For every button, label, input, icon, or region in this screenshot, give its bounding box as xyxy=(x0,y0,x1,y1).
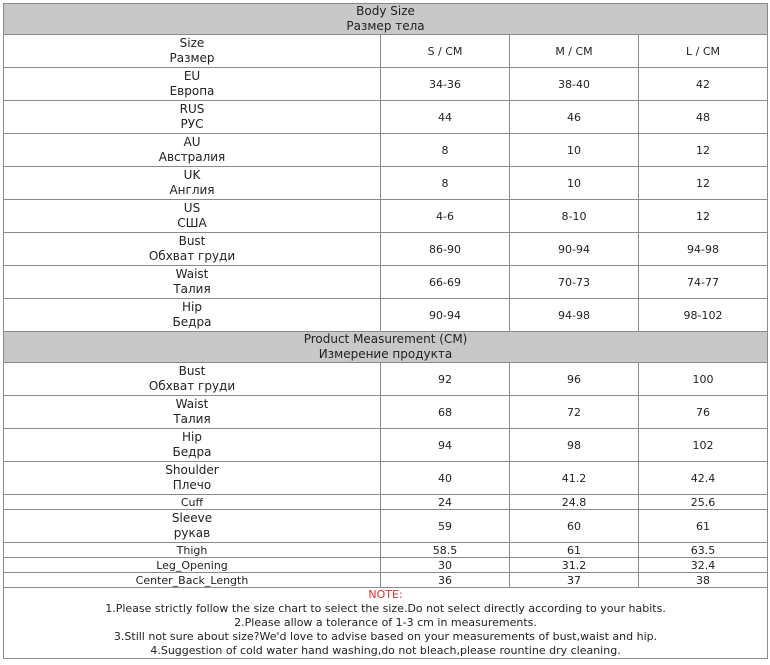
size-column-header: S / CM xyxy=(381,35,510,68)
size-value-cell: 40 xyxy=(381,462,510,495)
product-title: Product Measurement (CM) xyxy=(303,332,468,346)
row-label-line-1: США xyxy=(177,216,207,230)
size-value-cell: 61 xyxy=(639,510,768,543)
table-row xyxy=(4,558,768,573)
row-label-line-0: Cuff xyxy=(180,495,204,509)
size-value-cell: 86-90 xyxy=(381,233,510,266)
size-value-cell: 8-10 xyxy=(510,200,639,233)
row-label-line-0: Bust xyxy=(178,364,206,378)
table-row xyxy=(4,462,768,495)
table-row xyxy=(4,101,768,134)
size-value-cell: 72 xyxy=(510,396,639,429)
table-row xyxy=(4,134,768,167)
row-label-line-1: Бедра xyxy=(172,315,212,329)
size-value-cell: 30 xyxy=(381,558,510,573)
row-label-line-0: Hip xyxy=(182,300,202,314)
size-value-cell: 24.8 xyxy=(510,495,639,510)
row-label xyxy=(4,233,381,266)
size-header-label-line-1: Размер xyxy=(169,51,215,65)
row-label-line-1: Обхват груди xyxy=(148,249,236,263)
size-column-header: L / CM xyxy=(639,35,768,68)
note-row xyxy=(4,588,768,659)
size-value-cell: 94-98 xyxy=(639,233,768,266)
table-row xyxy=(4,573,768,588)
size-header-label-line-0: Size xyxy=(179,36,205,50)
size-value-cell: 102 xyxy=(639,429,768,462)
size-value-cell: 8 xyxy=(381,167,510,200)
row-label-line-0: Bust xyxy=(178,234,206,248)
size-value-cell: 25.6 xyxy=(639,495,768,510)
size-value-cell: 4-6 xyxy=(381,200,510,233)
size-value-cell: 61 xyxy=(510,543,639,558)
size-value-cell: 76 xyxy=(639,396,768,429)
row-label-line-1: Бедра xyxy=(172,445,212,459)
row-label xyxy=(4,101,381,134)
size-value-cell: 60 xyxy=(510,510,639,543)
size-value-cell: 44 xyxy=(381,101,510,134)
size-header-row xyxy=(4,35,768,68)
size-value-cell: 98-102 xyxy=(639,299,768,332)
row-label xyxy=(4,167,381,200)
table-row xyxy=(4,396,768,429)
table-row xyxy=(4,363,768,396)
size-value-cell: 31.2 xyxy=(510,558,639,573)
product-subtitle: Измерение продукта xyxy=(318,347,453,361)
size-value-cell: 42 xyxy=(639,68,768,101)
row-label-line-1: РУС xyxy=(180,117,204,131)
row-label xyxy=(4,134,381,167)
note-title: NOTE: xyxy=(368,588,403,601)
row-label xyxy=(4,510,381,543)
size-value-cell: 68 xyxy=(381,396,510,429)
size-value-cell: 10 xyxy=(510,134,639,167)
size-value-cell: 74-77 xyxy=(639,266,768,299)
row-label xyxy=(4,429,381,462)
table-row xyxy=(4,543,768,558)
body-subtitle: Размер тела xyxy=(346,19,425,33)
size-value-cell: 96 xyxy=(510,363,639,396)
size-value-cell: 63.5 xyxy=(639,543,768,558)
row-label-line-0: AU xyxy=(183,135,201,149)
size-value-cell: 48 xyxy=(639,101,768,134)
row-label xyxy=(4,573,381,588)
size-value-cell: 100 xyxy=(639,363,768,396)
size-value-cell: 8 xyxy=(381,134,510,167)
row-label-line-0: Waist xyxy=(175,267,209,281)
size-value-cell: 42.4 xyxy=(639,462,768,495)
row-label-line-0: UK xyxy=(183,168,201,182)
size-value-cell: 38 xyxy=(639,573,768,588)
row-label-line-0: RUS xyxy=(179,102,205,116)
row-label xyxy=(4,543,381,558)
note-cell xyxy=(4,588,768,659)
row-label xyxy=(4,68,381,101)
row-label-line-1: Австралия xyxy=(158,150,226,164)
row-label-line-0: Center_Back_Length xyxy=(135,573,249,587)
size-value-cell: 92 xyxy=(381,363,510,396)
size-value-cell: 59 xyxy=(381,510,510,543)
product-section-header xyxy=(4,332,768,363)
size-value-cell: 34-36 xyxy=(381,68,510,101)
table-row xyxy=(4,266,768,299)
note-line: 1.Please strictly follow the size chart to select the size.Do not select directly according to your habits. xyxy=(105,602,666,615)
row-label-line-1: Талия xyxy=(173,412,211,426)
row-label-line-0: US xyxy=(183,201,201,215)
size-value-cell: 12 xyxy=(639,200,768,233)
size-value-cell: 41.2 xyxy=(510,462,639,495)
size-value-cell: 38-40 xyxy=(510,68,639,101)
row-label-line-0: Sleeve xyxy=(171,511,213,525)
body-section-title xyxy=(4,4,768,35)
table-row xyxy=(4,233,768,266)
product-section-title xyxy=(4,332,768,363)
size-value-cell: 36 xyxy=(381,573,510,588)
size-value-cell: 12 xyxy=(639,134,768,167)
row-label xyxy=(4,462,381,495)
size-chart-table xyxy=(3,3,768,659)
size-chart-body xyxy=(4,4,768,659)
body-section-header xyxy=(4,4,768,35)
row-label-line-1: Европа xyxy=(169,84,215,98)
note-line: 3.Still not sure about size?We'd love to advise based on your measurements of bust,waist and hip. xyxy=(113,630,658,643)
size-value-cell: 94-98 xyxy=(510,299,639,332)
size-value-cell: 10 xyxy=(510,167,639,200)
size-value-cell: 24 xyxy=(381,495,510,510)
size-value-cell: 70-73 xyxy=(510,266,639,299)
row-label-line-1: Талия xyxy=(173,282,211,296)
size-header-label xyxy=(4,35,381,68)
size-value-cell: 46 xyxy=(510,101,639,134)
row-label-line-0: Hip xyxy=(182,430,202,444)
size-value-cell: 37 xyxy=(510,573,639,588)
row-label xyxy=(4,363,381,396)
size-value-cell: 94 xyxy=(381,429,510,462)
size-column-header: M / CM xyxy=(510,35,639,68)
row-label-line-1: Обхват груди xyxy=(148,379,236,393)
row-label-line-0: Waist xyxy=(175,397,209,411)
row-label-line-0: Shoulder xyxy=(165,463,219,477)
body-title: Body Size xyxy=(356,4,415,18)
table-row xyxy=(4,429,768,462)
row-label xyxy=(4,558,381,573)
row-label xyxy=(4,495,381,510)
size-value-cell: 98 xyxy=(510,429,639,462)
table-row xyxy=(4,510,768,543)
note-line: 4.Suggestion of cold water hand washing,do not bleach,please rountine dry cleaning. xyxy=(150,644,621,657)
row-label-line-0: EU xyxy=(183,69,201,83)
row-label xyxy=(4,266,381,299)
size-value-cell: 90-94 xyxy=(381,299,510,332)
row-label-line-1: Англия xyxy=(169,183,215,197)
row-label-line-0: Leg_Opening xyxy=(156,558,228,572)
row-label xyxy=(4,299,381,332)
row-label-line-1: рукав xyxy=(173,526,211,540)
note-line: 2.Please allow a tolerance of 1-3 cm in measurements. xyxy=(234,616,537,629)
row-label-line-1: Плечо xyxy=(172,478,212,492)
row-label xyxy=(4,200,381,233)
row-label-line-0: Thigh xyxy=(176,543,208,557)
size-value-cell: 90-94 xyxy=(510,233,639,266)
size-value-cell: 12 xyxy=(639,167,768,200)
size-value-cell: 58.5 xyxy=(381,543,510,558)
size-value-cell: 66-69 xyxy=(381,266,510,299)
table-row xyxy=(4,167,768,200)
row-label xyxy=(4,396,381,429)
size-value-cell: 32.4 xyxy=(639,558,768,573)
table-row xyxy=(4,68,768,101)
table-row xyxy=(4,200,768,233)
table-row xyxy=(4,495,768,510)
table-row xyxy=(4,299,768,332)
